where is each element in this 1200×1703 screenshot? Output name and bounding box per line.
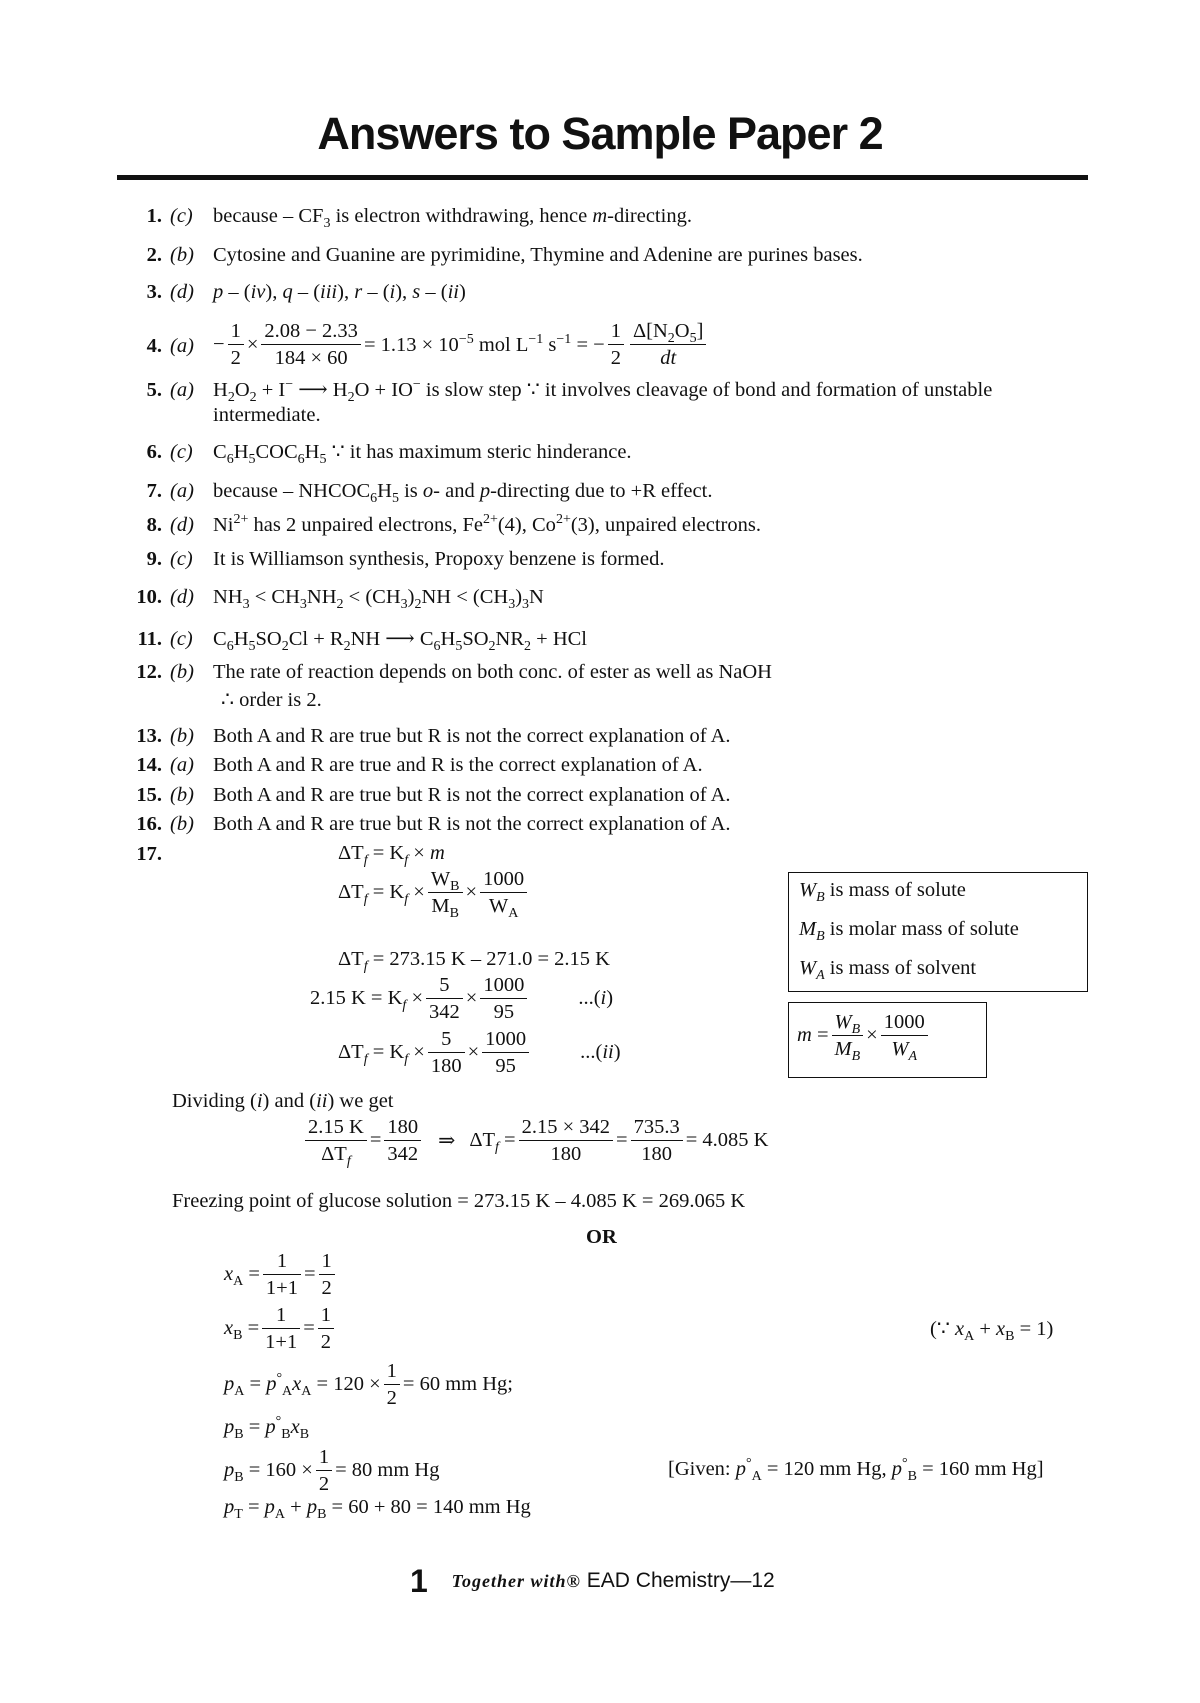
answer-1: 1. (c) because – $CF_3$ is electron withdrawing, hence m-directing. [146,205,692,232]
answer-11: 11. (c) $C_6H_5SO_2Cl + R_2NH$ ⟶ $C_6H_5SO_2NR_2$ + HCl [137,628,588,655]
answer-5: 5. (a) $H_2O_2 + I^-$ ⟶ $H_2O + IO^-$ is slow step ∵ it involves cleavage of bond and formation of unstable intermediate. [146,377,993,426]
q17-eq-4: 2.15 $K = K_f$ × $\frac{5}{342}$ × $\frac{1000}{95}$ ...(i) [310,974,614,1023]
dividing-text: Dividing (i) and (ii) we get [172,1090,394,1112]
answer-text: p – (iv), q – (iii), r – (i), s – (ii) [213,281,466,303]
xb-eq: $x_B$ = $\frac{1}{1+1}$ = $\frac{1}{2}$ [224,1302,337,1355]
note-wb: $W_B$ is mass of solute [799,879,966,906]
answer-text: $C_6H_5COC_6H_5$ ∵ it has maximum steric hinderance. [213,441,632,468]
pa-eq: $p_A = p^\circ_Ax_A = 120$ × $\frac{1}{2}$ = 60 mm Hg; [224,1360,513,1409]
answer-text: $H_2O_2 + I^-$ ⟶ $H_2O + IO^-$ is slow step ∵ it involves cleavage of bond and formation of unstable [213,377,993,406]
answer-14: 14. (a) Both A and R are true and R is the correct explanation of A. [136,754,703,776]
note-mb: $M_B$ is molar mass of solute [799,918,1019,945]
freezing-point: Freezing point of glucose solution = 273.15 K – 4.085 K = 269.065 K [172,1190,746,1212]
answer-17: 17. [136,843,162,865]
definitions-box [788,872,1088,992]
title-rule [117,175,1088,180]
brand-logo: Together with® [451,1571,581,1592]
answer-text: $C_6H_5SO_2Cl + R_2NH$ ⟶ $C_6H_5SO_2NR_2$ + HCl [213,628,588,655]
page-title: Answers to Sample Paper 2 [317,108,883,159]
answer-7: 7. (a) because – $NHCOC_6H_5$ is o- and p-directing due to +R effect. [146,480,713,507]
q17-ratio: $\frac{2.15 K}{\Delta T_f}$ = $\frac{180}{342}$ ⇒ $\Delta T_f$ = $\frac{2.15 \times 342}{180}$ = $\frac{735.3}{180}$ = 4.085 K [302,1114,768,1167]
given-note: [Given: $p^\circ_A = 120$ mm Hg, $p^\circ_B = 160$ mm Hg] [668,1456,1044,1485]
q17-eq-5: $\Delta T_f = K_f$ × $\frac{5}{180}$ × $\frac{1000}{95}$ ...(ii) [338,1028,621,1077]
pt-eq: $p_T = p_A + p_B = 60 + 80 = 140$ mm Hg [224,1496,531,1523]
or-separator: OR [586,1226,617,1248]
q17-eq-2: $\Delta T_f = K_f$ × $\frac{W_B}{M_B}$ × $\frac{1000}{W_A}$ [338,866,530,919]
answer-16: 16. (b) Both A and R are true but R is not the correct explanation of A. [136,813,731,835]
answer-equation: − $\frac{1}{2}$ × $\frac{2.08 - 2.33}{184 \times 60}$ = $1.13 \times 10^{-5}$ mol $L^{-1}$ $s^{-1}$ = − $\frac{1}{2}$ $\frac{\Delta[N_2O_5]}{dt}$ [213,318,709,371]
note-wa: $W_A$ is mass of solvent [799,957,977,984]
answer-9: 9. (c) It is Williamson synthesis, Propoxy benzene is formed. [146,548,665,570]
molality-box: m = $\frac{W_B}{M_B}$ × $\frac{1000}{W_A}$ [788,1002,987,1078]
answer-text: $Ni^{2+}$ has 2 unpaired electrons, $Fe^{2+}(4)$, $Co^{2+}(3)$, unpaired electrons. [213,512,761,536]
answer-12: 12. (b) The rate of reaction depends on both conc. of ester as well as NaOH ∴ order is 2. [136,661,772,711]
xa-eq: $x_A$ = $\frac{1}{1+1}$ = $\frac{1}{2}$ [224,1248,338,1301]
answer-4: 4. (a) − $\frac{1}{2}$ × $\frac{2.08 - 2.33}{184 \times 60}$ = $1.13 \times 10^{-5}$ mol $L^{-1}$ $s^{-1}$ = − $\frac{1}{2}$ $\frac{\Delta[N_2O_5]}{dt}$ [118,318,1098,374]
answer-3: 3. (d) p – (iv), q – (iii), r – (i), s – (ii) [146,281,466,303]
answer-6: 6. (c) $C_6H_5COC_6H_5$ ∵ it has maximum steric hinderance. [146,441,632,468]
page-footer [410,1563,775,1600]
answer-8: 8. (d) $Ni^{2+}$ has 2 unpaired electrons, $Fe^{2+}(4)$, $Co^{2+}(3)$, unpaired electrons. [146,512,761,536]
answer-text: because – $CF_3$ is electron withdrawing, hence m-directing. [213,205,692,232]
answer-2: 2. (b) Cytosine and Guanine are pyrimidine, Thymine and Adenine are purines bases. [146,244,863,266]
answer-text: $NH_3 < CH_3NH_2 < (CH_3)_2NH < (CH_3)_3N$ [213,586,544,613]
answer-13: 13. (b) Both A and R are true but R is not the correct explanation of A. [136,725,731,747]
answer-15: 15. (b) Both A and R are true but R is not the correct explanation of A. [136,784,731,806]
pb-formula: $p_B = p^\circ_Bx_B$ [224,1414,310,1443]
answer-10: 10. (d) $NH_3 < CH_3NH_2 < (CH_3)_2NH < (CH_3)_3N$ [136,586,544,613]
page-number: 1 [410,1563,428,1599]
q17-eq-3: $\Delta T_f = 273.15$ K – 271.0 = 2.15 K [338,948,610,975]
pb-eq: $p_B = 160$ × $\frac{1}{2}$ = 80 mm Hg [224,1446,440,1495]
answer-text: because – $NHCOC_6H_5$ is o- and p-directing due to +R effect. [213,480,713,507]
sum-note: (∵ $x_A + x_B = 1$) [930,1318,1054,1345]
book-title: EAD Chemistry—12 [586,1569,775,1593]
q17-eq-1: $\Delta T_f = K_f \times m$ [338,842,445,869]
